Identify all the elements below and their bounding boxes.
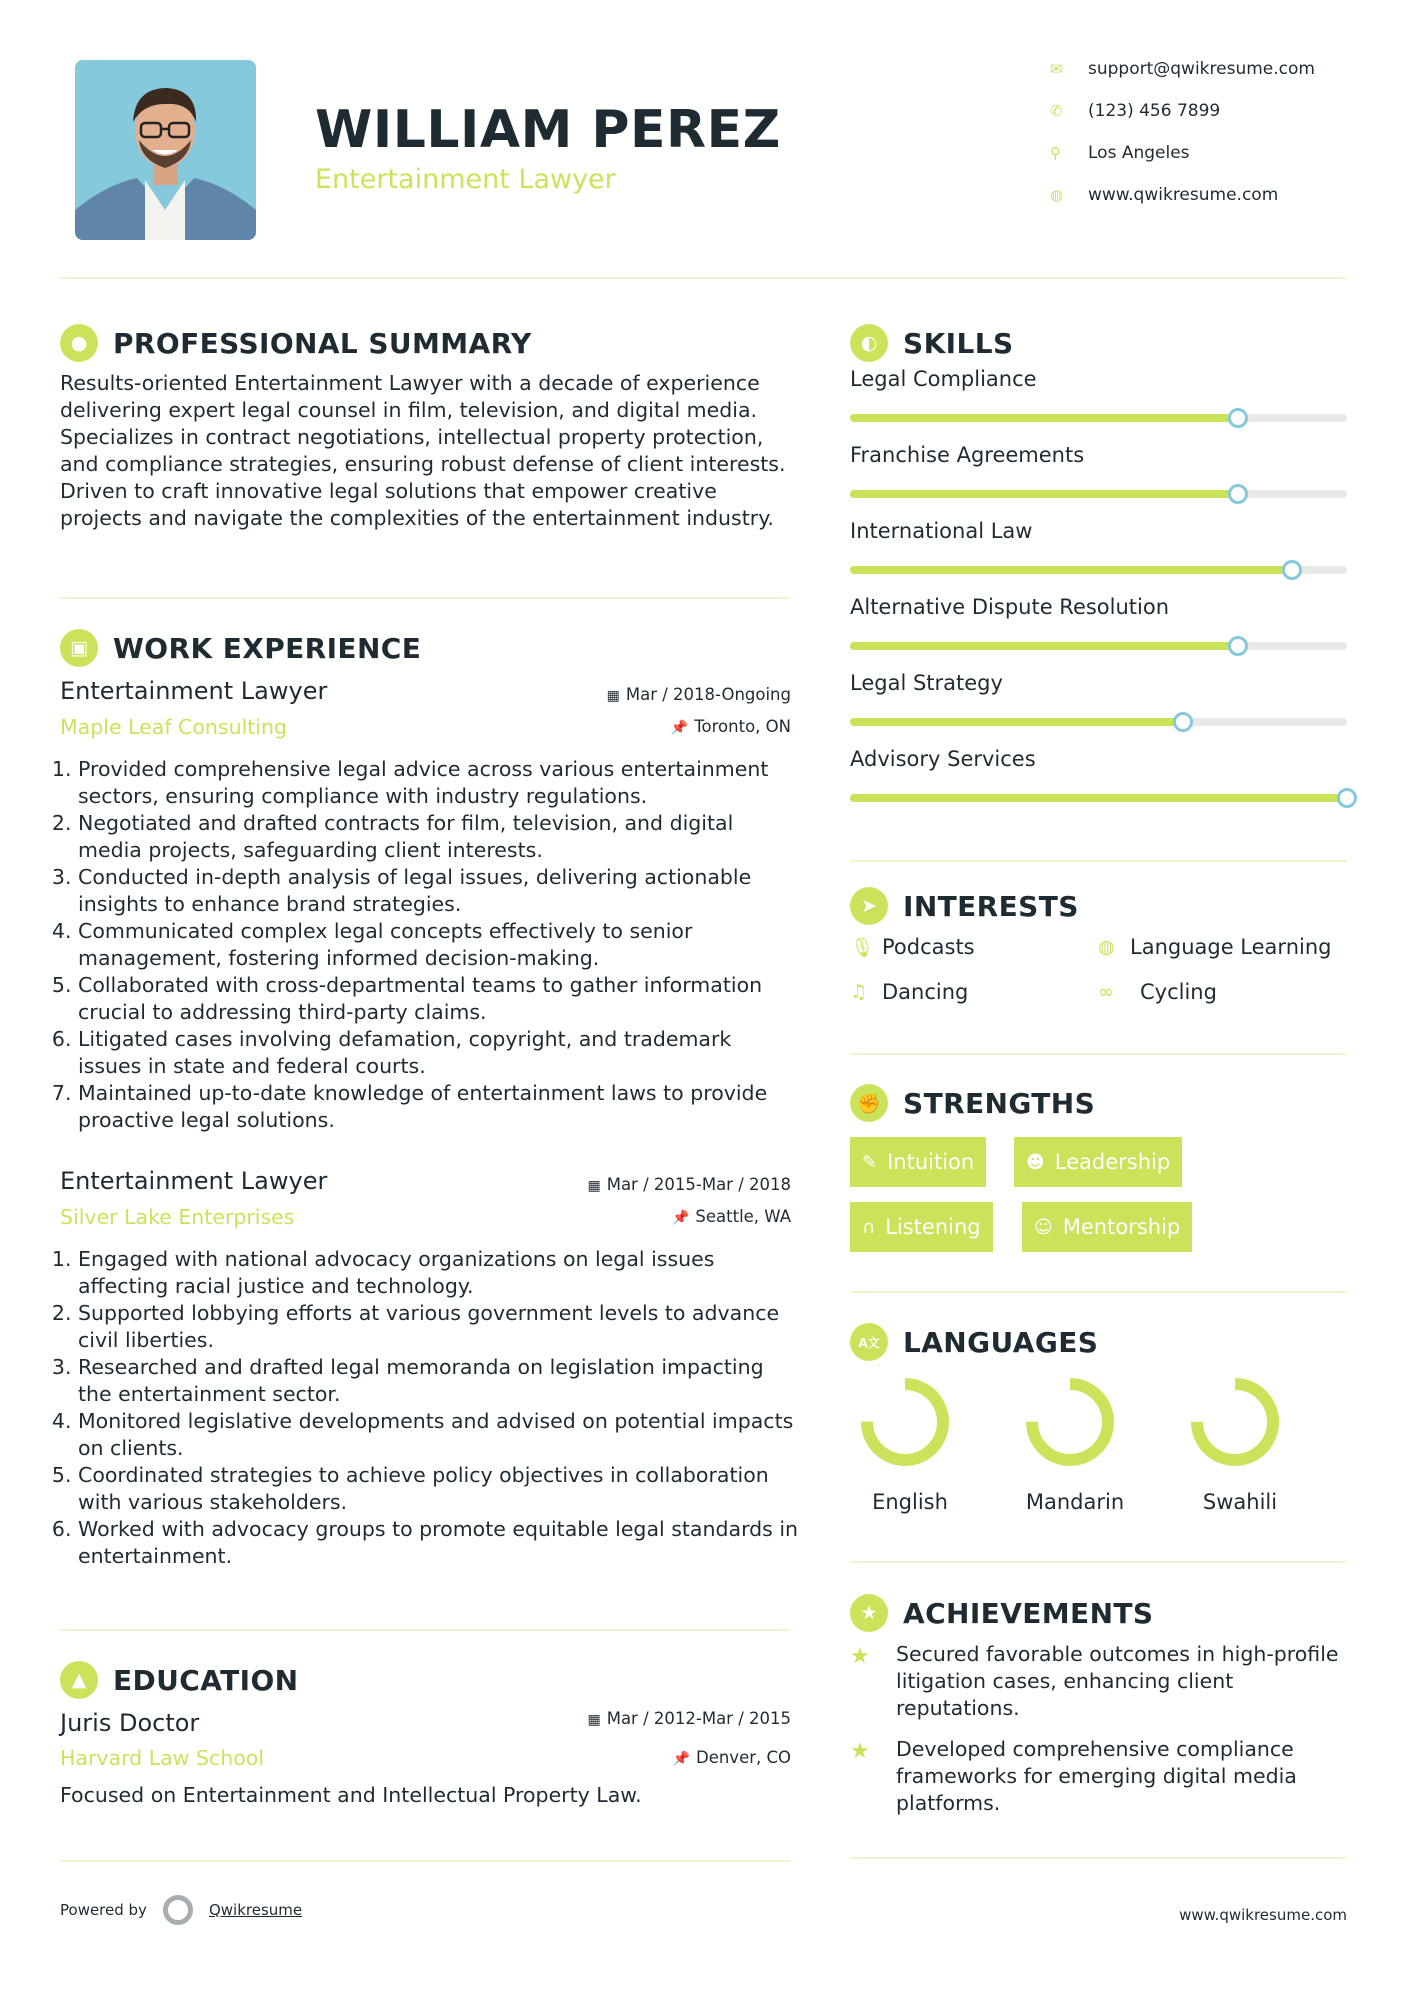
- strength-tag: ∩ Listening: [850, 1202, 993, 1252]
- job-dates: ▦ Mar / 2018-Ongoing: [606, 685, 791, 704]
- language-ring: [867, 1384, 943, 1460]
- job-dates: ▦ Mar / 2015-Mar / 2018: [587, 1175, 791, 1194]
- header-divider: [60, 277, 1347, 279]
- skill-item: Legal Strategy: [850, 671, 1347, 695]
- skill-bar-knob[interactable]: [1228, 636, 1248, 656]
- pin-icon: 📌: [670, 720, 689, 736]
- skill-bar-knob[interactable]: [1228, 408, 1248, 428]
- candidate-title: Entertainment Lawyer: [315, 164, 616, 195]
- section-divider: [850, 1053, 1347, 1055]
- list-item: 2. Negotiated and drafted contracts for film, television, and digital media projects, safeguarding client interests.: [78, 810, 800, 864]
- achievement-item: ★ Developed comprehensive compliance frameworks for emerging digital media platforms.: [850, 1737, 1297, 1815]
- briefcase-icon: ▣: [60, 629, 98, 667]
- star-icon: ★: [850, 1644, 870, 1669]
- interest-item: 🎙 Podcasts: [850, 935, 975, 959]
- users-icon: ☻: [1026, 1151, 1045, 1173]
- contact-text: (123) 456 7899: [1088, 101, 1221, 121]
- calendar-icon: ▦: [587, 1712, 601, 1728]
- qwikresume-link[interactable]: Qwikresume: [208, 1901, 303, 1919]
- list-item: 4. Communicated complex legal concepts effectively to senior management, fostering informed decision-making.: [78, 918, 800, 972]
- language-ring: [1197, 1384, 1273, 1460]
- contact-text: www.qwikresume.com: [1088, 185, 1279, 205]
- user-icon: ●: [60, 324, 98, 362]
- skill-bar-knob[interactable]: [1337, 788, 1357, 808]
- list-item: 1. Engaged with national advocacy organizations on legal issues affecting racial justice and technology.: [78, 1246, 800, 1300]
- list-item: 5. Coordinated strategies to achieve policy objectives in collaboration with various stakeholders.: [78, 1462, 800, 1516]
- graduation-icon: ▲: [60, 1661, 98, 1699]
- achievement-item: ★ Secured favorable outcomes in high-profile litigation cases, enhancing client reputations.: [850, 1642, 1339, 1720]
- skill-bar-knob[interactable]: [1282, 560, 1302, 580]
- globe-icon: ◍: [1098, 936, 1115, 958]
- skill-item: Advisory Services: [850, 747, 1347, 771]
- skill-bar-knob[interactable]: [1173, 712, 1193, 732]
- list-item: 3. Researched and drafted legal memoranda on legislation impacting the entertainment sector.: [78, 1354, 800, 1408]
- job-title: Entertainment Lawyer: [60, 677, 328, 705]
- contact-text: support@qwikresume.com: [1088, 59, 1315, 79]
- interest-item: ∞ Cycling: [1098, 980, 1217, 1004]
- lightbulb-icon: ◐: [850, 324, 888, 362]
- job-title: Entertainment Lawyer: [60, 1167, 328, 1195]
- mail-icon: ✉: [1050, 60, 1063, 78]
- fist-icon: ✊: [850, 1084, 888, 1122]
- skill-bar-knob[interactable]: [1228, 484, 1248, 504]
- pin-icon: 📌: [672, 1751, 690, 1767]
- user-plus-icon: ☺: [1034, 1216, 1053, 1238]
- education-location: 📌 Denver, CO: [672, 1748, 791, 1767]
- skill-bar-fill: [850, 718, 1183, 726]
- bicycle-icon: ∞: [1098, 981, 1114, 1003]
- calendar-icon: ▦: [587, 1178, 601, 1194]
- education-description: Focused on Entertainment and Intellectual Property Law.: [60, 1783, 642, 1807]
- list-item: 7. Maintained up-to-date knowledge of entertainment laws to provide proactive legal solutions.: [78, 1080, 800, 1134]
- magic-wand-icon: ✎: [862, 1151, 878, 1173]
- contact-location: [1050, 138, 1390, 168]
- skill-bar: [850, 566, 1347, 574]
- company-name: Maple Leaf Consulting: [60, 715, 288, 739]
- language-icon: A文: [850, 1323, 888, 1361]
- job-duties-list: [60, 1246, 800, 1570]
- location-pin-icon: ⚲: [1050, 144, 1061, 162]
- strength-tag: ✎ Intuition: [850, 1137, 986, 1187]
- strength-tag: ☺ Mentorship: [1022, 1202, 1192, 1252]
- language-ring: [1032, 1384, 1108, 1460]
- interest-item: ◍ Language Learning: [1098, 935, 1332, 959]
- skill-bar: [850, 718, 1347, 726]
- education-dates: ▦ Mar / 2012-Mar / 2015: [587, 1709, 791, 1728]
- contact-email[interactable]: [1050, 54, 1390, 84]
- contact-website[interactable]: [1050, 180, 1390, 210]
- avatar: [75, 60, 256, 240]
- skill-bar-fill: [850, 566, 1292, 574]
- strengths-heading: ✊ STRENGTHS: [850, 1083, 1095, 1123]
- list-item: 1. Provided comprehensive legal advice across various entertainment sectors, ensuring compliance with industry regulations.: [78, 756, 800, 810]
- language-label: Swahili: [1202, 1490, 1278, 1514]
- list-item: 3. Conducted in-depth analysis of legal issues, delivering actionable insights to enhance brand strategies.: [78, 864, 800, 918]
- skill-item: Alternative Dispute Resolution: [850, 595, 1347, 619]
- school-name: Harvard Law School: [60, 1746, 265, 1770]
- list-item: 4. Monitored legislative developments and advised on potential impacts on clients.: [78, 1408, 800, 1462]
- job-location: 📌 Seattle, WA: [671, 1207, 791, 1226]
- phone-icon: ✆: [1050, 102, 1063, 120]
- contact-phone[interactable]: [1050, 96, 1390, 126]
- language-label: English: [872, 1490, 948, 1514]
- interests-heading: ➤ INTERESTS: [850, 886, 1079, 926]
- job-duties-list: [60, 756, 800, 1134]
- skill-bar: [850, 414, 1347, 422]
- achievements-heading: ★ ACHIEVEMENTS: [850, 1593, 1153, 1633]
- globe-icon: ◍: [1050, 186, 1064, 204]
- skill-bar-fill: [850, 490, 1238, 498]
- powered-by: Powered by Qwikresume: [60, 1895, 302, 1925]
- skills-list: [850, 367, 1347, 817]
- music-note-icon: ♫: [850, 981, 868, 1003]
- interest-item: ♫ Dancing: [850, 980, 969, 1004]
- pin-icon: 📌: [671, 1210, 690, 1226]
- degree-title: Juris Doctor: [60, 1709, 200, 1737]
- list-item: 6. Worked with advocacy groups to promote equitable legal standards in entertainment.: [78, 1516, 800, 1570]
- skill-item: Legal Compliance: [850, 367, 1347, 391]
- section-divider: [60, 1629, 791, 1631]
- language-rings: [850, 1374, 1347, 1484]
- section-divider: [850, 1561, 1347, 1563]
- section-divider: [850, 1291, 1347, 1293]
- strength-tag: ☻ Leadership: [1014, 1137, 1182, 1187]
- profile-photo: [75, 60, 256, 240]
- list-item: 2. Supported lobbying efforts at various government levels to advance civil liberties.: [78, 1300, 800, 1354]
- skill-bar: [850, 794, 1347, 802]
- list-item: 5. Collaborated with cross-departmental teams to gather information crucial to addressing third-party claims.: [78, 972, 800, 1026]
- headphones-icon: ∩: [862, 1216, 876, 1238]
- calendar-icon: ▦: [606, 688, 620, 704]
- skill-item: International Law: [850, 519, 1347, 543]
- experience-heading: ▣ WORK EXPERIENCE: [60, 628, 421, 668]
- skill-bar: [850, 490, 1347, 498]
- languages-heading: A文 LANGUAGES: [850, 1322, 1098, 1362]
- skill-bar-fill: [850, 794, 1347, 802]
- star-icon: ★: [850, 1739, 870, 1764]
- job-location: 📌 Toronto, ON: [670, 717, 791, 736]
- contact-text: Los Angeles: [1088, 143, 1190, 163]
- language-label: Mandarin: [1025, 1490, 1125, 1514]
- summary-text: Results-oriented Entertainment Lawyer with a decade of experience delivering expert legal counsel in film, television, and digital media. Specializes in contract negotiations, intellectual property protection, and compliance strategies, ensuring robust defense of client interests. Driven to craft innovative legal solutions that empower creative projects and navigate the complexities of the entertainment industry.: [60, 371, 786, 530]
- microphone-icon: 🎙: [850, 936, 875, 959]
- candidate-name: WILLIAM PEREZ: [315, 100, 781, 160]
- summary-heading: ● PROFESSIONAL SUMMARY: [60, 323, 532, 363]
- skill-bar-fill: [850, 414, 1238, 422]
- section-divider: [850, 860, 1347, 862]
- skill-bar: [850, 642, 1347, 650]
- education-heading: ▲ EDUCATION: [60, 1660, 299, 1700]
- list-item: 6. Litigated cases involving defamation, copyright, and trademark issues in state and federal courts.: [78, 1026, 800, 1080]
- qwikresume-logo-icon: [163, 1895, 193, 1925]
- footer-url[interactable]: www.qwikresume.com: [1179, 1906, 1347, 1924]
- footer-divider-left: [60, 1860, 791, 1862]
- skill-bar-fill: [850, 642, 1238, 650]
- skills-heading: ◐ SKILLS: [850, 323, 1014, 363]
- star-badge-icon: ★: [850, 1594, 888, 1632]
- footer-divider-right: [850, 1857, 1347, 1859]
- paper-plane-icon: ➤: [850, 887, 888, 925]
- section-divider: [60, 597, 791, 599]
- skill-item: Franchise Agreements: [850, 443, 1347, 467]
- company-name: Silver Lake Enterprises: [60, 1205, 295, 1229]
